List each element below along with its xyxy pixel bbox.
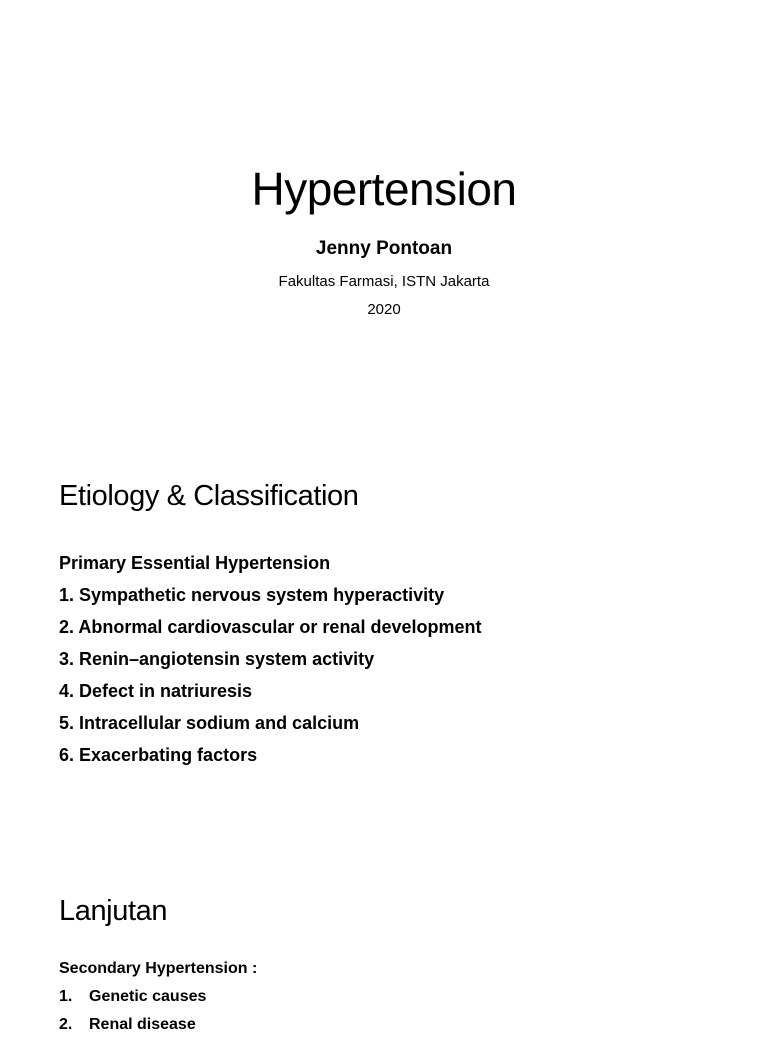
list-item-text: Renal disease: [89, 1016, 196, 1033]
title-slide: [0, 0, 768, 400]
slide-title: Etiology & Classification: [59, 480, 359, 512]
section-subtitle: Secondary Hypertension :: [59, 960, 258, 977]
list-item: 6. Exacerbating factors: [59, 745, 258, 765]
slide-content: [59, 955, 739, 1039]
list-item-number: 2.: [59, 1016, 73, 1033]
list-item: 5. Intracellular sodium and calcium: [59, 713, 360, 733]
slide-content: [59, 547, 739, 771]
list-item: [59, 1011, 739, 1039]
presentation-title: Hypertension: [251, 163, 517, 215]
list-item-number: 1.: [59, 988, 73, 1005]
list-item: 1. Sympathetic nervous system hyperactivity: [59, 585, 445, 605]
section-subtitle: Primary Essential Hypertension: [59, 553, 331, 573]
etiology-slide: [0, 432, 768, 812]
list-item: 3. Renin–angiotensin system activity: [59, 649, 375, 669]
list-item: 2. Abnormal cardiovascular or renal development: [59, 617, 482, 637]
list-item: 4. Defect in natriuresis: [59, 681, 253, 701]
lanjutan-slide: [0, 850, 768, 1033]
list-item-text: Genetic causes: [89, 988, 207, 1005]
presentation-year: 2020: [367, 301, 401, 318]
author-affiliation: Fakultas Farmasi, ISTN Jakarta: [278, 273, 490, 290]
author-name: Jenny Pontoan: [315, 238, 453, 259]
slide-title: Lanjutan: [59, 895, 168, 927]
list-item: [59, 983, 739, 1011]
